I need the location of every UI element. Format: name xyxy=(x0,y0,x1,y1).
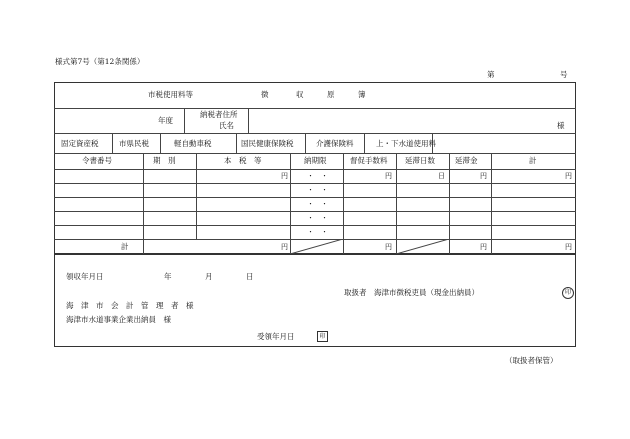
title-char-2: 収 xyxy=(296,90,304,99)
tax-type-health-insurance: 国民健康保険税 xyxy=(241,139,294,148)
unit-day-overdue: 日 xyxy=(438,172,445,180)
col-header-overdue-days: 延滞日数 xyxy=(405,156,435,165)
tax-type-water: 上・下水道使用料 xyxy=(376,139,436,148)
col-header-principal: 本 税 等 xyxy=(224,156,262,165)
due-date-dots: ・ ・ xyxy=(307,172,328,180)
col-header-due-date: 納期限 xyxy=(304,156,327,165)
col-header-notice-number: 令書番号 xyxy=(82,156,112,165)
number-go: 号 xyxy=(560,70,568,79)
total-unit-yen-late: 円 xyxy=(480,243,487,251)
receipt-month-label: 月 xyxy=(205,272,213,281)
total-unit-yen-total: 円 xyxy=(565,243,572,251)
unit-yen-late: 円 xyxy=(480,172,487,180)
unit-yen-principal: 円 xyxy=(281,172,288,180)
received-date-label: 受領年月日 xyxy=(257,332,295,341)
unit-yen-total: 円 xyxy=(565,172,572,180)
due-date-dots: ・ ・ xyxy=(307,228,328,236)
receipt-date-label: 領収年月日 xyxy=(66,272,104,281)
due-date-dots: ・ ・ xyxy=(307,186,328,194)
seal-mark-handler: 印 xyxy=(562,287,574,299)
col-header-late-fee: 延滞金 xyxy=(455,156,478,165)
footer-note: （取扱者保管） xyxy=(505,356,558,365)
title-char-3: 原 xyxy=(327,90,335,99)
col-header-dunning-fee: 督促手数料 xyxy=(350,156,388,165)
total-row-label: 計 xyxy=(121,242,129,251)
unit-yen-dunning: 円 xyxy=(385,172,392,180)
receipt-day-label: 日 xyxy=(246,272,254,281)
total-unit-yen-dunning: 円 xyxy=(385,243,392,251)
col-header-period: 期 別 xyxy=(153,156,176,165)
title-char-4: 簿 xyxy=(358,90,366,99)
seal-mark-received: 印 xyxy=(317,331,328,342)
handler-label: 取扱者 海津市徴税吏員（現金出納員） xyxy=(344,288,479,297)
col-header-total: 計 xyxy=(529,156,537,165)
number-dai: 第 xyxy=(487,70,495,79)
tax-type-light-vehicle: 軽自動車税 xyxy=(174,139,212,148)
diagonal-slash-overdue-days xyxy=(396,239,449,254)
recipient-accountant: 海 津 市 会 計 管 理 者 様 xyxy=(66,301,194,310)
diagonal-slash-due-date xyxy=(290,239,343,254)
form-number-label: 様式第7号（第12条関係） xyxy=(55,57,145,66)
total-unit-yen-principal: 円 xyxy=(281,243,288,251)
payer-address-label: 納税者住所 xyxy=(200,110,238,119)
due-date-dots: ・ ・ xyxy=(307,214,328,222)
sama-label: 様 xyxy=(557,121,565,130)
due-date-dots: ・ ・ xyxy=(307,200,328,208)
title-char-1: 徴 xyxy=(261,90,269,99)
tax-type-care-insurance: 介護保険料 xyxy=(316,139,354,148)
title-left: 市税使用料等 xyxy=(148,90,193,99)
tax-type-fixed-asset: 固定資産税 xyxy=(61,139,99,148)
payer-name-label: 氏名 xyxy=(219,121,234,130)
receipt-year-label: 年 xyxy=(164,272,172,281)
nendo-label: 年度 xyxy=(158,116,173,125)
recipient-waterworks-cashier: 海津市水道事業企業出納員 様 xyxy=(66,315,171,324)
tax-type-resident: 市県民税 xyxy=(119,139,149,148)
